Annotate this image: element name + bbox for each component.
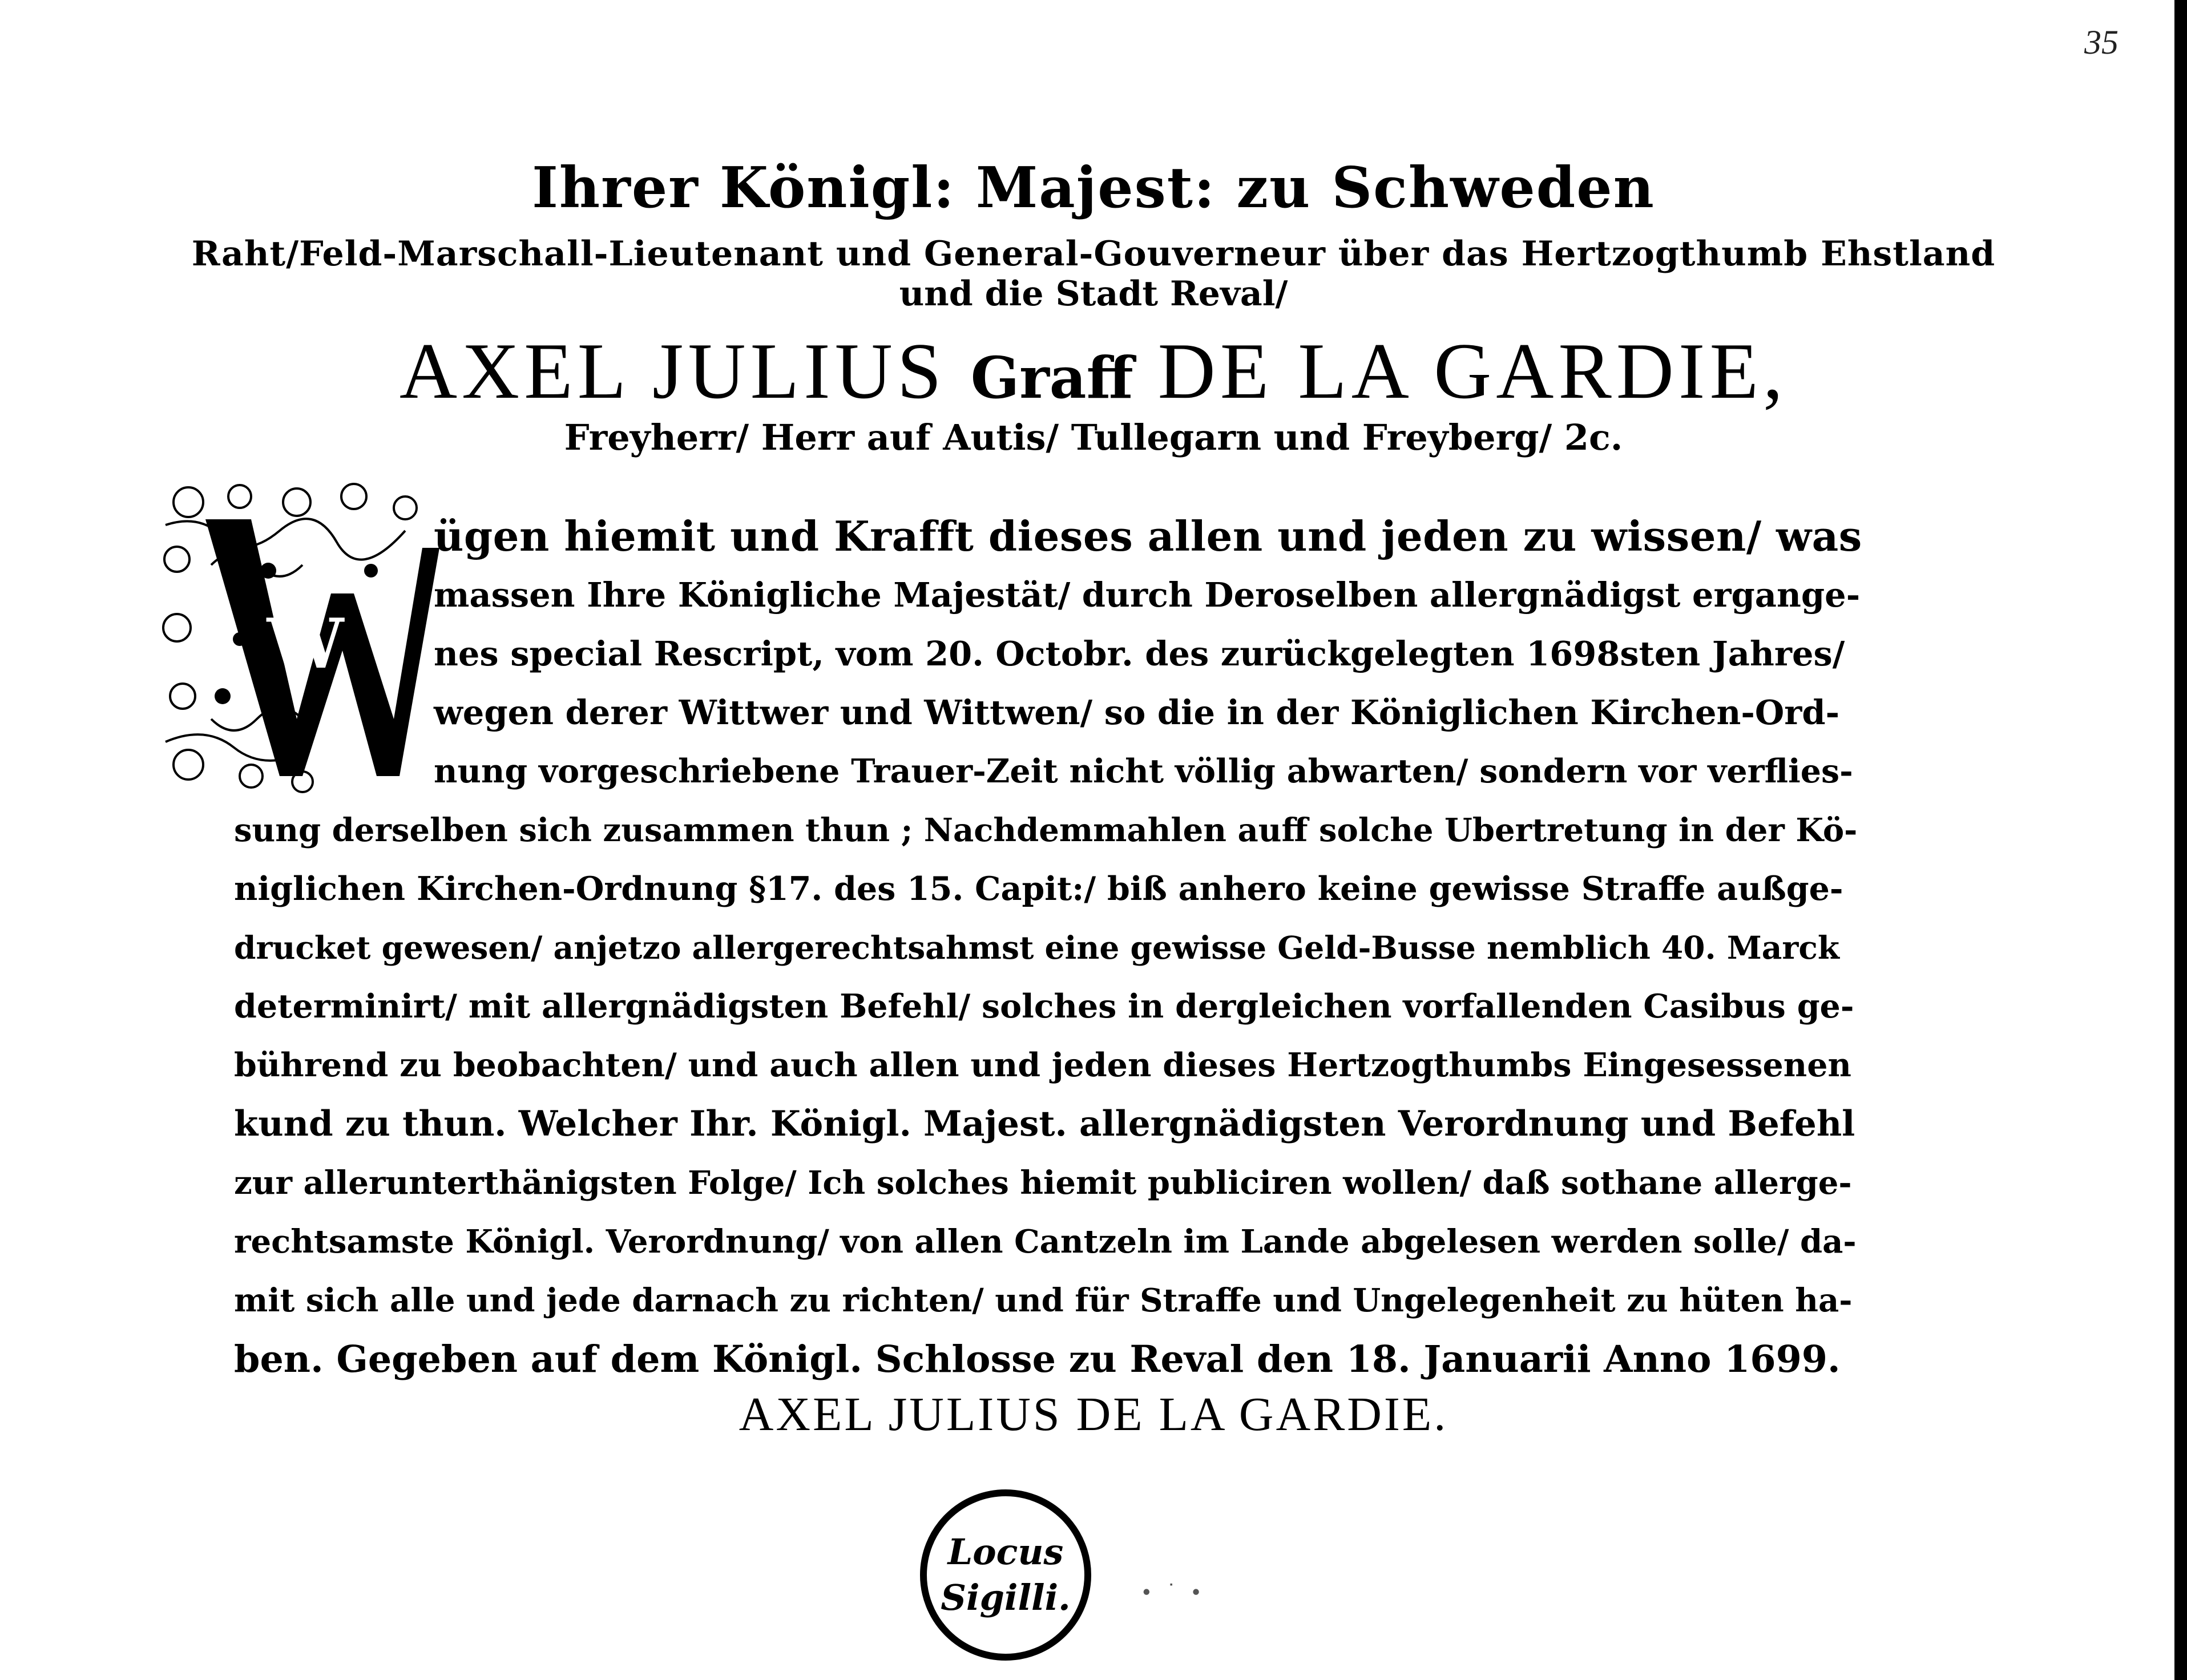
body-line: wegen derer Wittwer und Wittwen/ so die in der Königlichen Kirchen-Ord- — [434, 693, 1840, 732]
body-line: massen Ihre Königliche Majestät/ durch Deroselben allergnädigst ergange- — [434, 575, 1861, 615]
body-line: rechtsamste Königl. Verordnung/ von allen Cantzeln im Lande abgelesen werden solle/ da- — [234, 1223, 1857, 1261]
name-last: DE LA GARDIE, — [1157, 327, 1788, 415]
svg-text:W: W — [267, 604, 344, 684]
signature: AXEL JULIUS DE LA GARDIE. — [739, 1388, 1448, 1441]
body-line: ügen hiemit und Krafft dieses allen und jeden zu wissen/ was — [434, 512, 1862, 560]
page-number: 35 — [2084, 23, 2119, 61]
seal-line-2: Sigilli. — [941, 1577, 1071, 1618]
body-line: nes special Rescript, vom 20. Octobr. des zurückgelegten 1698sten Jahres/ — [434, 634, 1845, 673]
ink-marks: ∙ ˙ ∙ — [1140, 1581, 1203, 1604]
heading-title: Ihrer Königl: Majest: zu Schweden — [532, 155, 1655, 221]
heading-office: Raht/Feld-Marschall-Lieutenant und General-Gouverneur über das Hertzogthumb Ehstland — [191, 234, 1996, 274]
heading-estates: Freyherr/ Herr auf Autis/ Tullegarn und Freyberg/ 2c. — [564, 417, 1623, 458]
body-line: drucket gewesen/ anjetzo allergerechtsahmst eine gewisse Geld-Busse nemblich 40. Marck — [234, 929, 1839, 966]
body-line: niglichen Kirchen-Ordnung §17. des 15. Capit:/ biß anhero keine gewisse Straffe außge- — [234, 870, 1843, 908]
body-line: ben. Gegeben auf dem Königl. Schlosse zu Reval den 18. Januarii Anno 1699. — [234, 1338, 1841, 1381]
body-line: sung derselben sich zusammen thun ; Nachdemmahlen auff solche Ubertretung in der Kö- — [234, 811, 1858, 849]
body-line: mit sich alle und jede darnach zu richten/ und für Straffe und Ungelegenheit zu hüten ha- — [234, 1282, 1853, 1319]
body-line: zur allerunterthänigsten Folge/ Ich solches hiemit publiciren wollen/ daß sothane allerge- — [234, 1164, 1852, 1202]
body-line: nung vorgeschriebene Trauer-Zeit nicht völlig abwarten/ sondern vor verflies- — [434, 752, 1853, 790]
seal-stamp — [920, 1489, 1091, 1661]
name-title: Graff — [970, 344, 1133, 411]
body-line: determinirt/ mit allergnädigsten Befehl/ solches in dergleichen vorfallenden Casibus ge- — [234, 987, 1854, 1025]
seal-line-1: Locus — [947, 1531, 1064, 1573]
heading-name — [0, 325, 2187, 417]
name-first: AXEL JULIUS — [399, 327, 946, 415]
body-line: bührend zu beobachten/ und auch allen und jeden dieses Hertzogthumbs Eingesessenen — [234, 1046, 1851, 1084]
body-line: kund zu thun. Welcher Ihr. Königl. Majest. allergnädigsten Verordnung und Befehl — [234, 1104, 1855, 1144]
heading-city: und die Stadt Reval/ — [899, 274, 1288, 314]
decorated-initial-icon — [154, 479, 457, 799]
